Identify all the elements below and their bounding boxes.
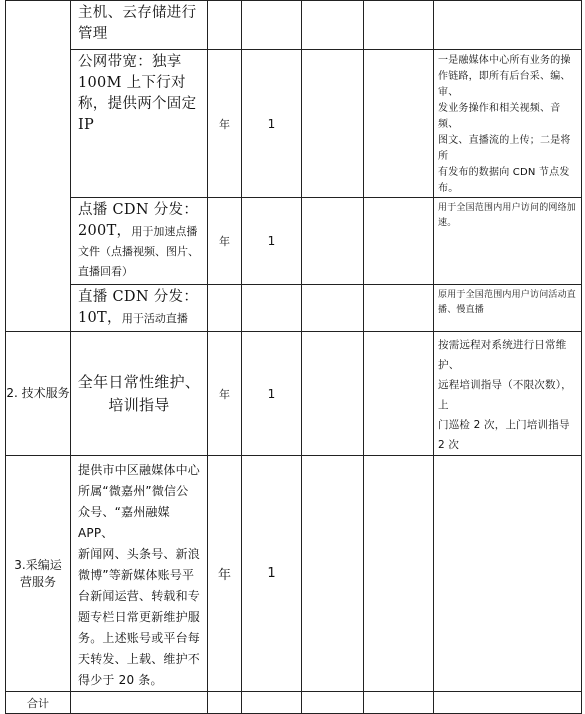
qty-cell	[242, 1, 302, 50]
note-line: 播、慢直播	[438, 305, 485, 315]
desc-line: 10T，	[78, 310, 122, 326]
desc-line: 题专栏日常更新维护服	[78, 610, 201, 624]
desc-cell	[71, 1, 208, 50]
note-cell	[434, 1, 582, 50]
unit-cell	[208, 1, 242, 50]
qty-cell: 1	[242, 332, 302, 456]
desc-line: 用于加速点播	[131, 225, 198, 238]
price-cell	[302, 332, 364, 456]
amount-cell	[364, 332, 434, 456]
desc-cell	[71, 332, 208, 456]
table-row	[6, 198, 582, 285]
qty-cell	[242, 285, 302, 332]
item-cell	[6, 456, 71, 692]
desc-line: 管理	[78, 26, 108, 42]
item-cell: 2. 技术服务	[6, 332, 71, 456]
desc-line: 台新闻运营、转载和专	[78, 589, 201, 603]
total-amount-cell	[364, 692, 434, 714]
desc-line: 所属“微嘉州”微信公	[78, 484, 189, 498]
desc-line: 务。上述账号或平台每	[78, 631, 201, 645]
desc-line: 培训指导	[108, 395, 170, 414]
amount-cell	[364, 456, 434, 692]
total-note-cell	[434, 692, 582, 714]
amount-cell	[364, 285, 434, 332]
note-line: 远程培训指导（不限次数），上	[438, 379, 572, 411]
table-row	[6, 1, 582, 50]
quotation-table	[5, 0, 582, 714]
total-unit-cell	[208, 692, 242, 714]
price-cell	[302, 285, 364, 332]
desc-line: 200T，	[78, 223, 132, 239]
price-cell	[302, 50, 364, 198]
desc-line: 用于活动直播	[121, 312, 188, 325]
amount-cell	[364, 1, 434, 50]
desc-line: 新闻网、头条号、新浪	[78, 547, 201, 561]
note-line: 按需远程对系统进行日常维护、	[438, 339, 567, 371]
qty-cell: 1	[242, 456, 302, 692]
table-row	[6, 332, 582, 456]
desc-line: 全年日常性维护、	[77, 372, 201, 391]
total-row	[6, 692, 582, 714]
item-cell	[6, 1, 71, 332]
desc-cell	[71, 285, 208, 332]
total-desc-cell	[71, 692, 208, 714]
note-cell	[434, 332, 582, 456]
desc-line: 点播 CDN 分发：	[78, 202, 199, 218]
item-line: 营服务	[19, 574, 56, 589]
unit-cell: 年	[208, 198, 242, 285]
price-cell	[302, 1, 364, 50]
desc-cell	[71, 50, 208, 198]
qty-cell: 1	[242, 50, 302, 198]
desc-cell	[71, 198, 208, 285]
note-line: 用于全国范围内用户访问的网络加	[438, 203, 577, 213]
desc-line: 文件（点播视频、图片、	[78, 245, 199, 258]
price-cell	[302, 456, 364, 692]
item-line: 3.采编运	[14, 557, 62, 572]
desc-line: 众号、“嘉州融媒 APP、	[78, 505, 170, 540]
table-row	[6, 285, 582, 332]
desc-line: 得少于 20 条。	[78, 673, 163, 687]
unit-cell: 年	[208, 456, 242, 692]
note-line: 速。	[438, 218, 457, 228]
desc-line: 100M 上下行对	[78, 75, 186, 91]
note-cell	[434, 456, 582, 692]
note-line: 有发布的数据向 CDN 节点发布。	[438, 167, 570, 194]
note-cell	[434, 50, 582, 198]
desc-line: 称，提供两个固定	[78, 96, 197, 112]
note-line: 原用于全国范围内用户访问活动直	[438, 290, 577, 300]
desc-line: 天转发、上载、维护不	[78, 652, 201, 666]
total-price-cell	[302, 692, 364, 714]
note-line: 图文、直播流的上传；二是将所	[438, 135, 571, 162]
desc-line: 主机、云存储进行	[78, 5, 197, 21]
desc-line: 公网带宽：独享	[78, 54, 182, 70]
qty-cell: 1	[242, 198, 302, 285]
unit-cell	[208, 285, 242, 332]
note-line: 作链路，即所有后台采、编、审、	[438, 71, 571, 98]
price-cell	[302, 198, 364, 285]
note-line: 发业务操作和相关视频、音频、	[438, 103, 561, 130]
note-line: 门巡检 2 次，上门培训指导 2 次	[438, 419, 570, 451]
note-line: 一是融媒体中心所有业务的操	[438, 55, 571, 66]
total-qty-cell	[242, 692, 302, 714]
desc-line: 直播 CDN 分发：	[78, 289, 199, 305]
desc-line: IP	[78, 117, 95, 133]
table-row	[6, 50, 582, 198]
note-cell	[434, 285, 582, 332]
desc-line: 提供市中区融媒体中心	[78, 463, 201, 477]
desc-cell	[71, 456, 208, 692]
desc-line: 微博”等新媒体账号平	[78, 568, 195, 582]
unit-cell: 年	[208, 50, 242, 198]
amount-cell	[364, 50, 434, 198]
desc-line: 直播回看）	[78, 265, 133, 278]
note-cell	[434, 198, 582, 285]
amount-cell	[364, 198, 434, 285]
unit-cell: 年	[208, 332, 242, 456]
table-row	[6, 456, 582, 692]
total-label: 合计	[6, 692, 71, 714]
